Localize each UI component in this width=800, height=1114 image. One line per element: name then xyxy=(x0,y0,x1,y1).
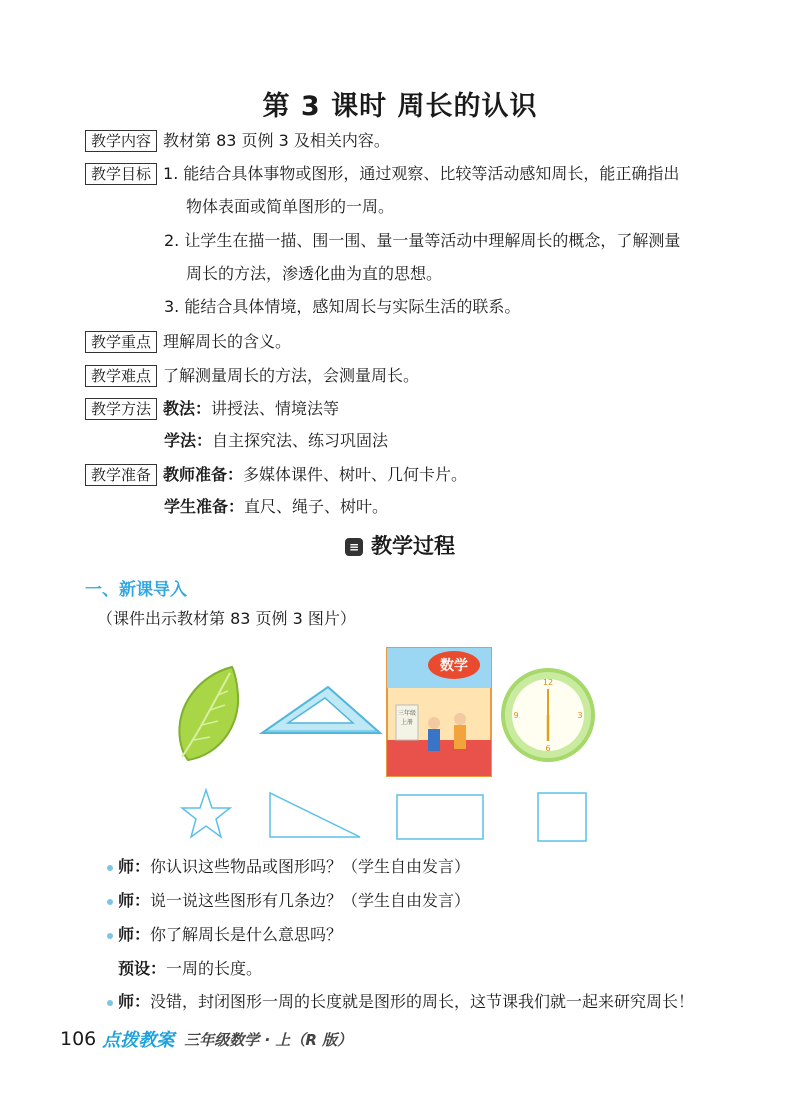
book-title: 数学 xyxy=(440,658,468,674)
part-heading: 一、新课导入 xyxy=(85,580,187,600)
brand-logo: 点拨教案 xyxy=(102,1030,175,1051)
page-title: 第 3 课时 周长的认识 xyxy=(262,91,538,122)
learn-label: 学法： xyxy=(164,431,213,450)
methods-row xyxy=(85,398,339,420)
svg-text:6: 6 xyxy=(545,744,551,753)
dialog-2: 师：说一说这些图形有几条边？（学生自由发言） xyxy=(118,891,471,910)
goal-2-line-2: 周长的方法，渗透化曲为直的思想。 xyxy=(186,264,443,283)
goal-2-line-1: 2. 让学生在描一描、围一围、量一量等活动中理解周长的概念，了解测量 xyxy=(164,231,681,250)
student-prep-label: 学生准备： xyxy=(164,497,245,516)
bullet-dot xyxy=(107,933,113,939)
page-number: 106 xyxy=(60,1028,97,1050)
rectangle-shape xyxy=(397,795,483,839)
square-shape xyxy=(538,793,586,841)
difficulty-row xyxy=(85,365,419,387)
dialog-4: 预设：一周的长度。 xyxy=(118,959,263,978)
section-title-text: 教学过程 xyxy=(371,534,455,558)
difficulty-tag: 教学难点 xyxy=(85,365,157,387)
book-grade-footer: 三年级数学 · 上（R 版） xyxy=(184,1030,353,1049)
illustration-area xyxy=(170,645,610,845)
clock-icon xyxy=(503,670,593,760)
learn-text: 自主探究法、练习巩固法 xyxy=(212,431,389,450)
key-row xyxy=(85,331,291,353)
bullet-dot xyxy=(107,865,113,871)
section-title xyxy=(0,530,800,560)
prep-row xyxy=(85,464,467,486)
key-text: 理解周长的含义。 xyxy=(163,332,292,351)
textbook-icon xyxy=(387,648,491,776)
courseware-note: （课件出示教材第 83 页例 3 图片） xyxy=(97,609,356,628)
book-grade: 三年级 xyxy=(397,710,417,717)
page-footer xyxy=(60,1026,352,1052)
teacher-prep-text: 多媒体课件、树叶、几何卡片。 xyxy=(243,465,468,484)
svg-text:9: 9 xyxy=(513,711,519,720)
difficulty-text: 了解测量周长的方法，会测量周长。 xyxy=(163,366,420,385)
bullet-dot xyxy=(107,1000,113,1006)
methods-tag: 教学方法 xyxy=(85,398,157,420)
bullet-dot xyxy=(107,899,113,905)
dialog-3: 师：你了解周长是什么意思吗？ xyxy=(118,925,343,944)
star-shape xyxy=(182,790,230,837)
goal-1-line-2: 物体表面或简单图形的一周。 xyxy=(186,197,395,216)
book-volume: 上册 xyxy=(400,719,414,726)
set-square-icon xyxy=(262,687,380,733)
goals-tag: 教学目标 xyxy=(85,163,157,185)
svg-text:12: 12 xyxy=(542,678,554,687)
teacher-prep-label: 教师准备： xyxy=(163,465,244,484)
dialog-5: 师：没错，封闭图形一周的长度就是图形的周长，这节课我们就一起来研究周长！ xyxy=(118,992,695,1011)
content-text: 教材第 83 页例 3 及相关内容。 xyxy=(163,131,390,150)
prep-tag: 教学准备 xyxy=(85,464,157,486)
dialog-1: 师：你认识这些物品或图形吗？（学生自由发言） xyxy=(118,857,471,876)
goals-row xyxy=(85,163,679,185)
teach-text: 讲授法、情境法等 xyxy=(211,399,340,418)
svg-text:3: 3 xyxy=(577,711,583,720)
teach-label: 教法： xyxy=(163,399,212,418)
goal-3: 3. 能结合具体情境，感知周长与实际生活的联系。 xyxy=(164,297,521,316)
leaf-icon xyxy=(179,667,238,760)
content-tag: 教学内容 xyxy=(85,130,157,152)
student-prep-line xyxy=(164,496,388,518)
key-tag: 教学重点 xyxy=(85,331,157,353)
content-row xyxy=(85,130,390,152)
document-icon: ≡ xyxy=(345,538,363,556)
right-triangle-shape xyxy=(270,793,360,837)
goal-1-line-1: 1. 能结合具体事物或图形，通过观察、比较等活动感知周长，能正确指出 xyxy=(163,164,680,183)
learn-line xyxy=(164,430,388,452)
student-prep-text: 直尺、绳子、树叶。 xyxy=(244,497,389,516)
